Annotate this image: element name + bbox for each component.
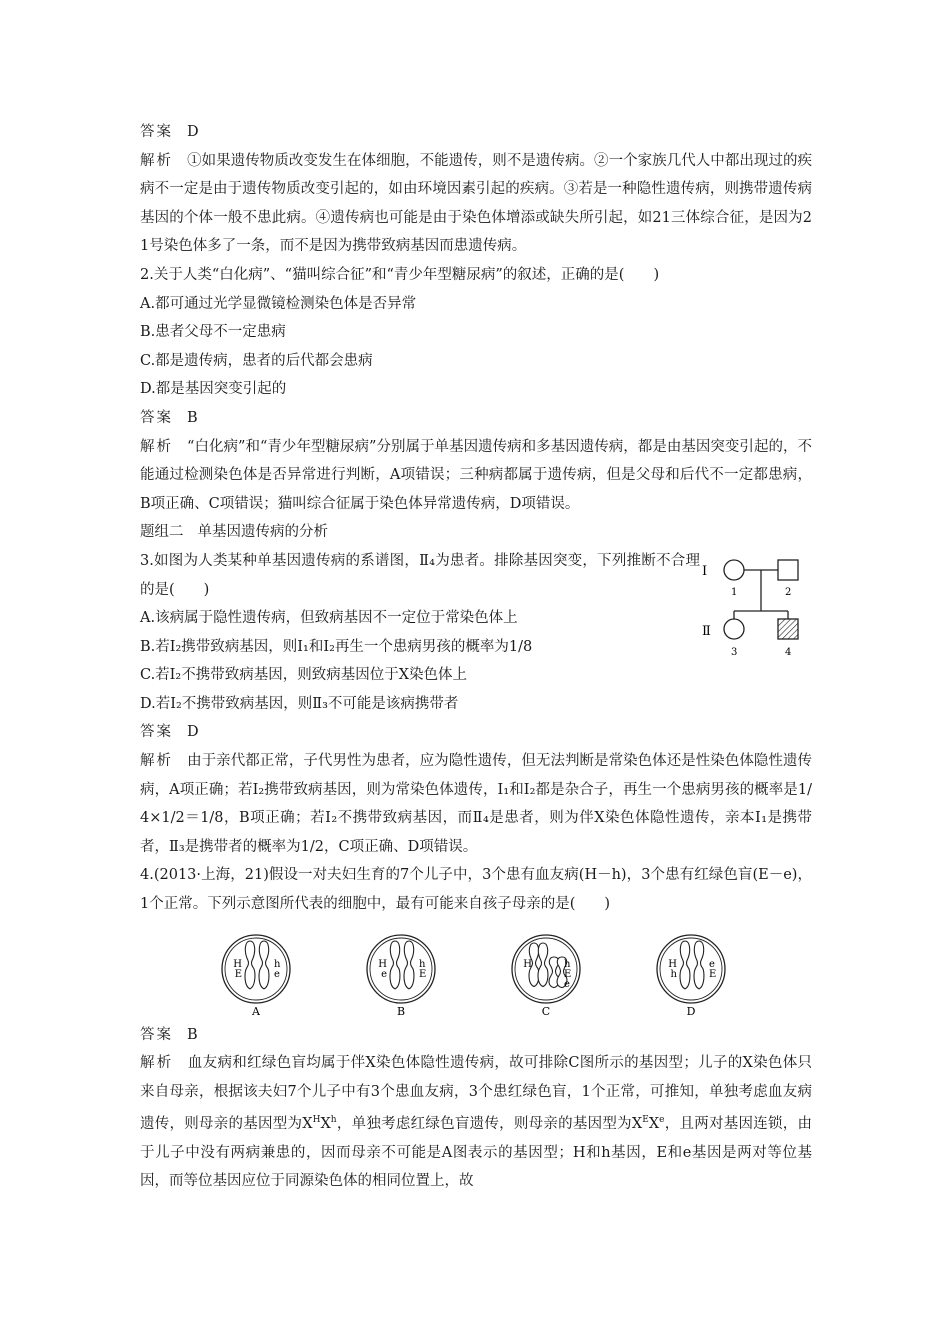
individual-1-female bbox=[724, 560, 744, 580]
allele-sup-e: e bbox=[659, 1115, 665, 1126]
allele-label-right: h bbox=[274, 958, 281, 970]
group-title: 单基因遗传病的分析 bbox=[197, 524, 328, 541]
allele-sup-E: E bbox=[642, 1115, 649, 1126]
allele-label-right: h bbox=[419, 958, 426, 970]
cell-diagrams bbox=[140, 927, 812, 1019]
individual-3-female bbox=[724, 619, 744, 639]
individual-2-label: 2 bbox=[785, 586, 792, 598]
analysis-text: “白化病”和“青少年型糖尿病”分别属于单基因遗传病和多基因遗传病，都是由基因突变引起的，不能通过检测染色体是否异常进行判断，A项错误；三种病都属于遗传病，但是父母和后代不一定都患病，B项正确、C项错误；猫叫综合征属于染色体异常遗传病，D项错误。 bbox=[140, 438, 813, 512]
answer-value: D bbox=[187, 124, 199, 140]
answer-label: 答案 bbox=[140, 1026, 173, 1043]
analysis-label: 解析 bbox=[140, 753, 174, 770]
answer-value: B bbox=[187, 409, 198, 426]
q3-block bbox=[140, 547, 812, 719]
cell-B bbox=[367, 935, 435, 1018]
gen2-label: Ⅱ bbox=[702, 623, 711, 639]
individual-4-label: 4 bbox=[785, 646, 792, 658]
analysis-text: ①如果遗传物质改变发生在体细胞，不能遗传，则不是遗传病。②一个家族几代人中都出现过的疾病不一定是由于遗传物质改变引起的，如由环境因素引起的疾病。③若是一种隐性遗传病，则携带遗传病基因的个体一般不患此病。④遗传病也可能是由于染色体增添或缺失所引起，如21三体综合征，是因为21号染色体多了一条，而不是因为携带致病基因而患遗传病。 bbox=[140, 152, 813, 255]
allele-label-right: e bbox=[709, 958, 715, 970]
cell-A bbox=[222, 935, 290, 1018]
gen1-label: Ⅰ bbox=[702, 563, 708, 579]
q3-answer bbox=[140, 718, 812, 747]
allele-label-right: E bbox=[564, 968, 572, 980]
allele-label-left: h bbox=[670, 968, 677, 980]
q3-option-b: B.若Ⅰ₂携带致病基因，则Ⅰ₁和Ⅰ₂再生一个患病男孩的概率为1/8 bbox=[140, 638, 533, 655]
analysis-label: 解析 bbox=[140, 438, 174, 455]
analysis-text: 由于亲代都正常，子代男性为患者，应为隐性遗传，但无法判断是常染色体还是性染色体隐性遗传病，A项正确；若Ⅰ₂携带致病基因，则为常染色体遗传，Ⅰ₁和Ⅰ₂都是杂合子，再生一个患病男孩的概率是1/4×1/2＝1/8，B项正确；若Ⅰ₂不携带致病基因，而Ⅱ₄是患者，则为伴X染色体隐性遗传，亲本Ⅰ₁是携带者，Ⅱ₃是携带者的概率为1/2，C项正确、D项错误。 bbox=[140, 753, 813, 855]
q2-option-b: B.患者父母不一定患病 bbox=[140, 324, 286, 341]
q4-stem: 4.(2013·上海，21)假设一对夫妇生育的7个儿子中，3个患有血友病(H－h)，3个患有红绿色盲(E－e)，1个正常。下列示意图所代表的细胞中，最有可能来自孩子母亲的是( ) bbox=[140, 867, 812, 913]
allele-label-left: H bbox=[378, 958, 387, 970]
q3-stem: 3.如图为人类某种单基因遗传病的系谱图，Ⅱ₄为患者。排除基因突变，下列推断不合理的是( ) bbox=[140, 552, 700, 598]
allele-label-left: H bbox=[233, 958, 242, 970]
allele-sup-H: H bbox=[312, 1115, 321, 1126]
q4-answer bbox=[140, 1021, 812, 1050]
allele-label-right: e bbox=[274, 968, 280, 980]
allele-label-right: E bbox=[709, 968, 717, 980]
pedigree-chart bbox=[700, 551, 810, 669]
answer-value: D bbox=[187, 724, 199, 741]
q3-option-c: C.若I₂不携带致病基因，则致病基因位于X染色体上 bbox=[140, 667, 468, 684]
q4-analysis bbox=[140, 1049, 812, 1196]
q2-option-c: C.都是遗传病，患者的后代都会患病 bbox=[140, 352, 373, 369]
answer-label: 答案 bbox=[140, 724, 173, 741]
analysis-text-2: ，单独考虑红绿色盲遗传，则母亲的基因型为X bbox=[336, 1116, 643, 1133]
chrom-x: X bbox=[320, 1116, 331, 1133]
individual-1-label: 1 bbox=[731, 586, 738, 598]
chrom-x-2: X bbox=[648, 1116, 660, 1133]
cell-diagram-figure bbox=[186, 927, 766, 1019]
cell-label: D bbox=[686, 1004, 696, 1018]
allele-label-left: e bbox=[381, 968, 387, 980]
cell-label: C bbox=[541, 1004, 551, 1018]
individual-4-affected-male bbox=[778, 619, 798, 639]
allele-label-right: E bbox=[419, 968, 427, 980]
analysis-text-1: 血友病和红绿色盲均属于伴X染色体隐性遗传病，故可排除C图所示的基因型；儿子的X染色体只来自母亲，根据该夫妇7个儿子中有3个患血友病，3个患红绿色盲，1个正常，可推知，单独考虑血友病遗传，则母亲的基因型为X bbox=[140, 1055, 812, 1133]
cell-C bbox=[512, 935, 580, 1018]
q2-stem: 2.关于人类“白化病”、“猫叫综合征”和“青少年型糖尿病”的叙述，正确的是( ) bbox=[140, 266, 660, 283]
q3-analysis bbox=[140, 747, 812, 861]
allele-sup-h: h bbox=[330, 1115, 337, 1126]
allele-label-left: E bbox=[234, 968, 242, 980]
allele-label-right: h bbox=[564, 958, 571, 970]
q2-analysis bbox=[140, 433, 812, 519]
allele-label-right: e bbox=[564, 978, 570, 990]
group-label: 题组二 bbox=[140, 524, 184, 541]
cell-D bbox=[657, 935, 725, 1018]
q3-option-a: A.该病属于隐性遗传病，但致病基因不一定位于常染色体上 bbox=[140, 610, 518, 627]
q1-answer bbox=[140, 118, 812, 147]
q2-answer bbox=[140, 404, 812, 433]
q3-option-d: D.若Ⅰ₂不携带致病基因，则Ⅱ₃不可能是该病携带者 bbox=[140, 695, 459, 712]
group-heading bbox=[140, 518, 812, 547]
analysis-text-3: ，且两对基因连锁，由于儿子中没有两病兼患的，因而母亲不可能是A图表示的基因型；H和h基因，E和e基因是两对等位基因，而等位基因应位于同源染色体的相同位置上，故 bbox=[140, 1116, 812, 1190]
individual-2-male bbox=[778, 560, 798, 580]
allele-label-left: H bbox=[523, 958, 532, 970]
cell-label: A bbox=[252, 1004, 260, 1018]
document-page bbox=[140, 118, 812, 1196]
q2-option-a: A.都可通过光学显微镜检测染色体是否异常 bbox=[140, 295, 417, 312]
analysis-label: 解析 bbox=[140, 152, 174, 169]
individual-3-label: 3 bbox=[731, 646, 738, 658]
allele-label-left: H bbox=[668, 958, 677, 970]
answer-label: 答案 bbox=[140, 409, 173, 426]
analysis-label: 解析 bbox=[140, 1055, 174, 1072]
q2-option-d: D.都是基因突变引起的 bbox=[140, 381, 287, 398]
cell-label: B bbox=[396, 1004, 406, 1018]
answer-label: 答案 bbox=[140, 124, 173, 140]
q1-analysis bbox=[140, 147, 812, 261]
answer-value: B bbox=[187, 1026, 198, 1043]
